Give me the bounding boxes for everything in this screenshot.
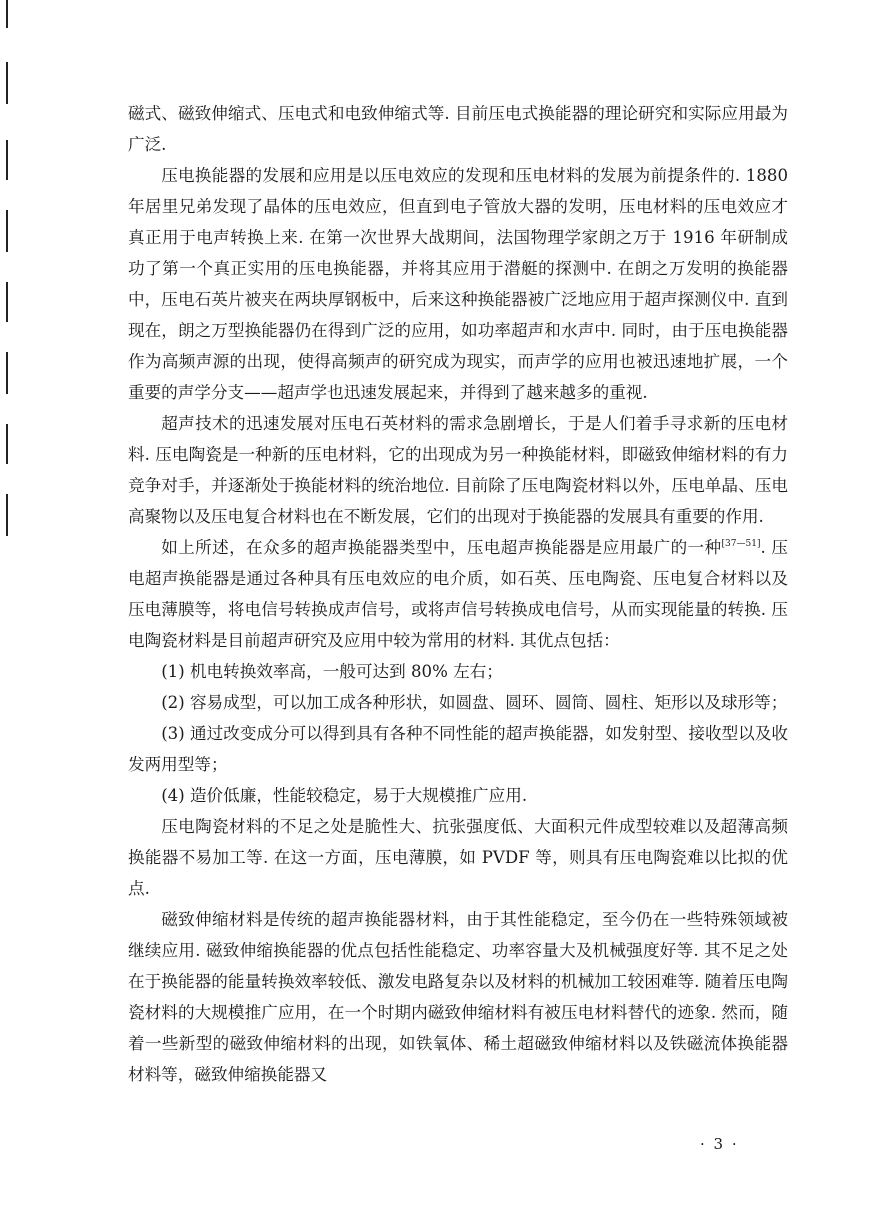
paragraph-magnetostrictive: 磁致伸缩材料是传统的超声换能器材料，由于其性能稳定，至今仍在一些特殊领域被继续应用. 磁致伸缩换能器的优点包括性能稳定、功率容量大及机械强度好等. 其不足之处在于换能器的能量转换效率较低、激发电路复杂以及材料的机械加工较困难等. 随着压电陶瓷材料的大规模推广应用，在一个时期内磁致伸缩材料有被压电材料替代的迹象. 然而，随着一些新型的磁致伸缩材料的出现，如铁氧体、稀土超磁致伸缩材料以及铁磁流体换能器材料等，磁致伸缩换能器又 <box>128 910 788 1084</box>
scan-edge-mark <box>6 424 8 464</box>
paragraph-text: . 压电超声换能器是通过各种具有压电效应的电介质，如石英、压电陶瓷、压电复合材料以及压电薄膜等，将电信号转换成声信号，或将声信号转换成电信号，从而实现能量的转换. 压电陶瓷材料是目前超声研究及应用中较为常用的材料. 其优点包括： <box>128 538 788 650</box>
list-item-advantage-3: (3) 通过改变成分可以得到具有各种不同性能的超声换能器，如发射型、接收型以及收发两用型等； <box>128 724 788 774</box>
list-item-advantage-2: (2) 容易成型，可以加工成各种形状，如圆盘、圆环、圆筒、圆柱、矩形以及球形等； <box>161 693 788 712</box>
paragraph-text: 如上所述，在众多的超声换能器类型中，压电超声换能器是应用最广的一种 <box>161 538 722 557</box>
page-number: · 3 · <box>700 1135 739 1153</box>
scan-edge-mark <box>6 352 8 394</box>
paragraph-continuation: 磁式、磁致伸缩式、压电式和电致伸缩式等. 目前压电式换能器的理论研究和实际应用最为广泛. <box>128 104 788 154</box>
scan-edge-mark <box>6 62 8 104</box>
paragraph-piezo-ceramics: 超声技术的迅速发展对压电石英材料的需求急剧增长，于是人们着手寻求新的压电材料. 压电陶瓷是一种新的压电材料，它的出现成为另一种换能材料，即磁致伸缩材料的有力竞争对手，并逐渐处于换能材料的统治地位. 目前除了压电陶瓷材料以外，压电单晶、压电高聚物以及压电复合材料也在不断发展，它们的出现对于换能器的发展具有重要的作用. <box>128 414 788 526</box>
paragraph-history: 压电换能器的发展和应用是以压电效应的发现和压电材料的发展为前提条件的. 1880 年居里兄弟发现了晶体的压电效应，但直到电子管放大器的发明，压电材料的压电效应才真正用于电声转换上来. 在第一次世界大战期间，法国物理学家朗之万于 1916 年研制成功了第一个真正实用的压电换能器，并将其应用于潜艇的探测中. 在朗之万发明的换能器中，压电石英片被夹在两块厚钢板中，后来这种换能器被广泛地应用于超声探测仪中. 直到现在，朗之万型换能器仍在得到广泛的应用，如功率超声和水声中. 同时，由于压电换能器作为高频声源的出现，使得高频声的研究成为现实，而声学的应用也被迅速地扩展，一个重要的声学分支——超声学也迅速发展起来，并得到了越来越多的重视. <box>128 166 788 402</box>
paragraph-transducer-types <box>128 532 788 656</box>
list-item-advantage-1: (1) 机电转换效率高，一般可达到 80% 左右； <box>161 662 503 681</box>
paragraph-shortcomings: 压电陶瓷材料的不足之处是脆性大、抗张强度低、大面积元件成型较难以及超薄高频换能器不易加工等. 在这一方面，压电薄膜，如 PVDF 等，则具有压电陶瓷难以比拟的优点. <box>128 817 788 898</box>
scan-edge-mark <box>6 210 8 252</box>
list-item-advantage-4: (4) 造价低廉，性能较稳定，易于大规模推广应用. <box>161 786 528 805</box>
citation-reference: [37—51] <box>721 539 761 549</box>
page-body <box>128 98 788 1090</box>
scan-edge-mark <box>6 0 8 28</box>
scan-edge-mark <box>6 140 8 180</box>
scan-edge-mark <box>6 282 8 322</box>
scan-edge-mark <box>6 494 8 536</box>
